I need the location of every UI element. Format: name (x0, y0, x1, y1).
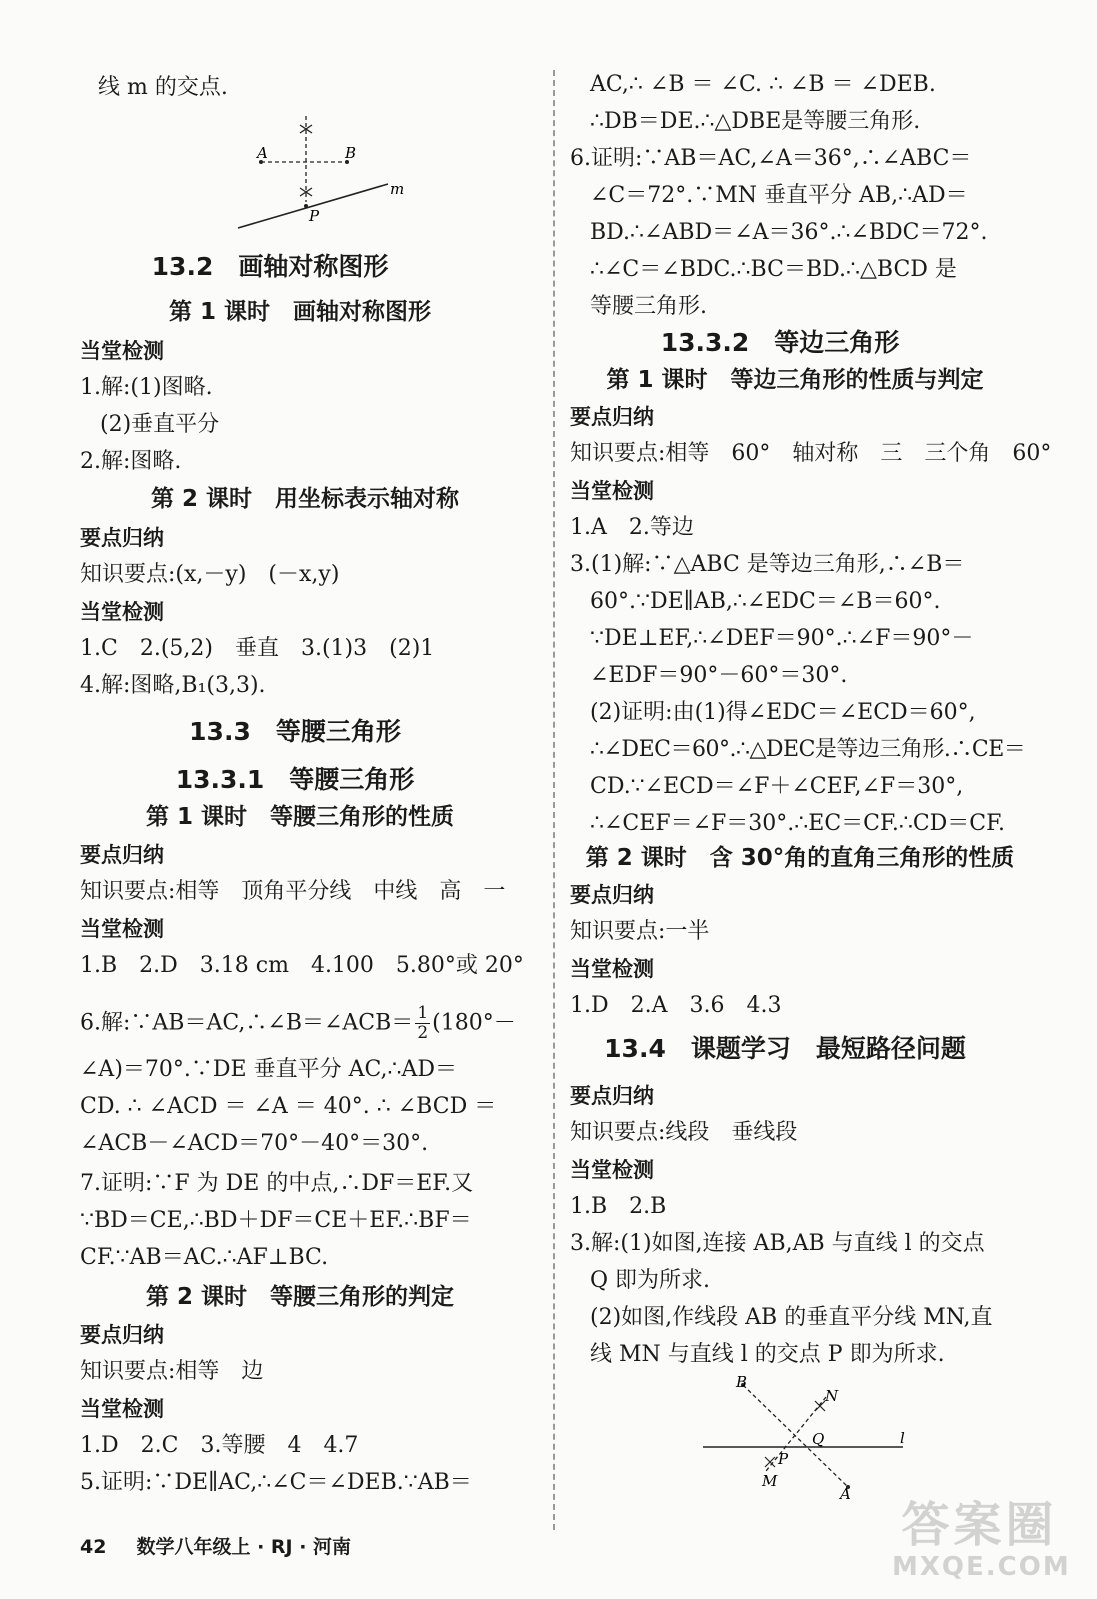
fraction-denominator: 2 (417, 1023, 429, 1043)
lesson-heading: 第 1 课时 等边三角形的性质与判定 (606, 367, 984, 393)
column-divider (553, 70, 555, 1530)
text-line: ∴∠CEF＝∠F＝30°.∴EC＝CF.∴CD＝CF. (590, 811, 1005, 836)
text-line: 1.B 2.D 3.18 cm 4.100 5.80°或 20° (80, 953, 524, 978)
text-line: ∠ACB－∠ACD＝70°－40°＝30°. (80, 1131, 429, 1156)
text-line: 6.证明:∵AB＝AC,∠A＝36°,∴∠ABC＝ (570, 146, 972, 171)
text-line: Q 即为所求. (590, 1268, 711, 1293)
section-heading: 13.4 课题学习 最短路径问题 (604, 1034, 966, 1063)
text-segment: (180°－ (432, 1010, 516, 1036)
section-heading: 13.2 画轴对称图形 (151, 252, 389, 281)
perpendicular-bisector-diagram (230, 110, 410, 235)
text-line: ∴∠C＝∠BDC.∴BC＝BD.∴△BCD 是 (590, 257, 957, 282)
lesson-heading: 第 1 课时 画轴对称图形 (168, 299, 432, 325)
text-line: 知识要点:线段 垂线段 (570, 1120, 798, 1145)
point-label-a: A (840, 1485, 851, 1503)
page-number: 42 (80, 1536, 107, 1558)
text-line: 5.证明:∵DE∥AC,∴∠C＝∠DEB.∵AB＝ (80, 1470, 472, 1495)
text-line: 60°.∵DE∥AB,∴∠EDC＝∠B＝60°. (590, 589, 941, 614)
fraction-numerator: 1 (417, 1003, 429, 1023)
label-key-points: 要点归纳 (80, 843, 164, 867)
text-line: 线 m 的交点. (98, 75, 228, 100)
lesson-heading: 第 1 课时 等腰三角形的性质 (145, 804, 455, 830)
text-line: 4.解:图略,B₁(3,3). (80, 673, 266, 698)
label-practice: 当堂检测 (80, 917, 164, 941)
section-heading: 13.3 等腰三角形 (189, 717, 401, 746)
text-line: 1.B 2.B (570, 1194, 667, 1219)
text-line: 2.解:图略. (80, 449, 182, 474)
point-label-n: N (825, 1387, 839, 1405)
text-line: ∵BD＝CE,∴BD＋DF＝CE＋EF.∴BF＝ (80, 1208, 472, 1233)
text-line: 3.(1)解:∵△ABC 是等边三角形,∴∠B＝ (570, 552, 965, 577)
label-practice: 当堂检测 (570, 479, 654, 503)
subsection-heading: 13.3.2 等边三角形 (660, 328, 900, 357)
point-label-m: M (762, 1472, 778, 1490)
page-footer (80, 1532, 351, 1559)
text-line: BD.∴∠ABD＝∠A＝36°.∴∠BDC＝72°. (590, 220, 988, 245)
watermark-text: 答案圈 (901, 1497, 1058, 1553)
text-line: ∴DB＝DE.∴△DBE是等腰三角形. (590, 109, 921, 134)
label-key-points: 要点归纳 (570, 1084, 654, 1108)
text-line: 1.D 2.A 3.6 4.3 (570, 993, 782, 1018)
fraction (415, 1004, 430, 1043)
lesson-heading: 第 2 课时 含 30°角的直角三角形的性质 (585, 845, 1015, 871)
point-label-a: A (257, 144, 268, 162)
lesson-heading: 第 2 课时 用坐标表示轴对称 (150, 486, 460, 512)
text-line: (2)证明:由(1)得∠EDC＝∠ECD＝60°, (590, 700, 976, 725)
label-practice: 当堂检测 (570, 1158, 654, 1182)
label-practice: 当堂检测 (570, 957, 654, 981)
label-practice: 当堂检测 (80, 600, 164, 624)
text-line: 1.C 2.(5,2) 垂直 3.(1)3 (2)1 (80, 636, 435, 661)
text-line: CD.∵∠ECD＝∠F＋∠CEF,∠F＝30°, (590, 774, 964, 799)
text-line-with-fraction (80, 1004, 516, 1043)
point-label-p: P (778, 1450, 789, 1468)
line-label-m: m (390, 180, 405, 198)
subsection-heading: 13.3.1 等腰三角形 (175, 765, 415, 794)
text-line: 1.A 2.等边 (570, 515, 694, 540)
label-practice: 当堂检测 (80, 1397, 164, 1421)
text-line: 知识要点:一半 (570, 919, 710, 944)
text-line: ∠C＝72°.∵MN 垂直平分 AB,∴AD＝ (590, 183, 968, 208)
text-segment: 6.解:∵AB＝AC,∴∠B＝∠ACB＝ (80, 1010, 414, 1036)
text-line: (2)如图,作线段 AB 的垂直平分线 MN,直 (590, 1305, 993, 1330)
text-line: (2)垂直平分 (100, 412, 220, 437)
watermark-logo (892, 1497, 1071, 1590)
text-line: 等腰三角形. (590, 294, 707, 319)
book-info: 数学八年级上 · RJ · 河南 (136, 1536, 352, 1558)
text-line: 1.D 2.C 3.等腰 4 4.7 (80, 1433, 359, 1458)
text-line: ∵DE⊥EF,∴∠DEF＝90°.∴∠F＝90°－ (590, 626, 974, 651)
watermark-url: MXQE.COM (892, 1552, 1071, 1582)
text-line: ∠A)＝70°.∵DE 垂直平分 AC,∴AD＝ (80, 1057, 458, 1082)
text-line: 知识要点:相等 边 (80, 1359, 264, 1384)
text-line: AC,∴ ∠B ＝ ∠C. ∴ ∠B ＝ ∠DEB. (590, 72, 936, 97)
point-label-p: P (309, 207, 320, 225)
text-line: CF.∵AB＝AC.∴AF⊥BC. (80, 1245, 329, 1270)
text-line: 3.解:(1)如图,连接 AB,AB 与直线 l 的交点 (570, 1231, 985, 1256)
shortest-path-diagram (698, 1375, 918, 1503)
point-label-b: B (736, 1375, 748, 1391)
label-key-points: 要点归纳 (80, 1323, 164, 1347)
text-line: 7.证明:∵F 为 DE 的中点,∴DF＝EF.又 (80, 1171, 474, 1196)
text-line: 线 MN 与直线 l 的交点 P 即为所求. (590, 1342, 945, 1367)
text-line: CD. ∴ ∠ACD ＝ ∠A ＝ 40°. ∴ ∠BCD ＝ (80, 1094, 497, 1119)
text-line: 知识要点:相等 60° 轴对称 三 三个角 60° (570, 441, 1052, 466)
line-label-l: l (900, 1429, 905, 1447)
text-line: ∴∠DEC＝60°.∴△DEC是等边三角形.∴CE＝ (590, 737, 1026, 762)
text-line: 1.解:(1)图略. (80, 375, 213, 400)
point-label-b: B (345, 144, 357, 162)
text-line: 知识要点:相等 顶角平分线 中线 高 一 (80, 879, 506, 904)
label-key-points: 要点归纳 (570, 883, 654, 907)
label-key-points: 要点归纳 (80, 526, 164, 550)
point-label-q: Q (812, 1430, 825, 1448)
lesson-heading: 第 2 课时 等腰三角形的判定 (145, 1284, 455, 1310)
text-line: ∠EDF＝90°－60°＝30°. (590, 663, 848, 688)
text-line: 知识要点:(x,－y) (－x,y) (80, 562, 340, 587)
label-practice: 当堂检测 (80, 339, 164, 363)
label-key-points: 要点归纳 (570, 405, 654, 429)
